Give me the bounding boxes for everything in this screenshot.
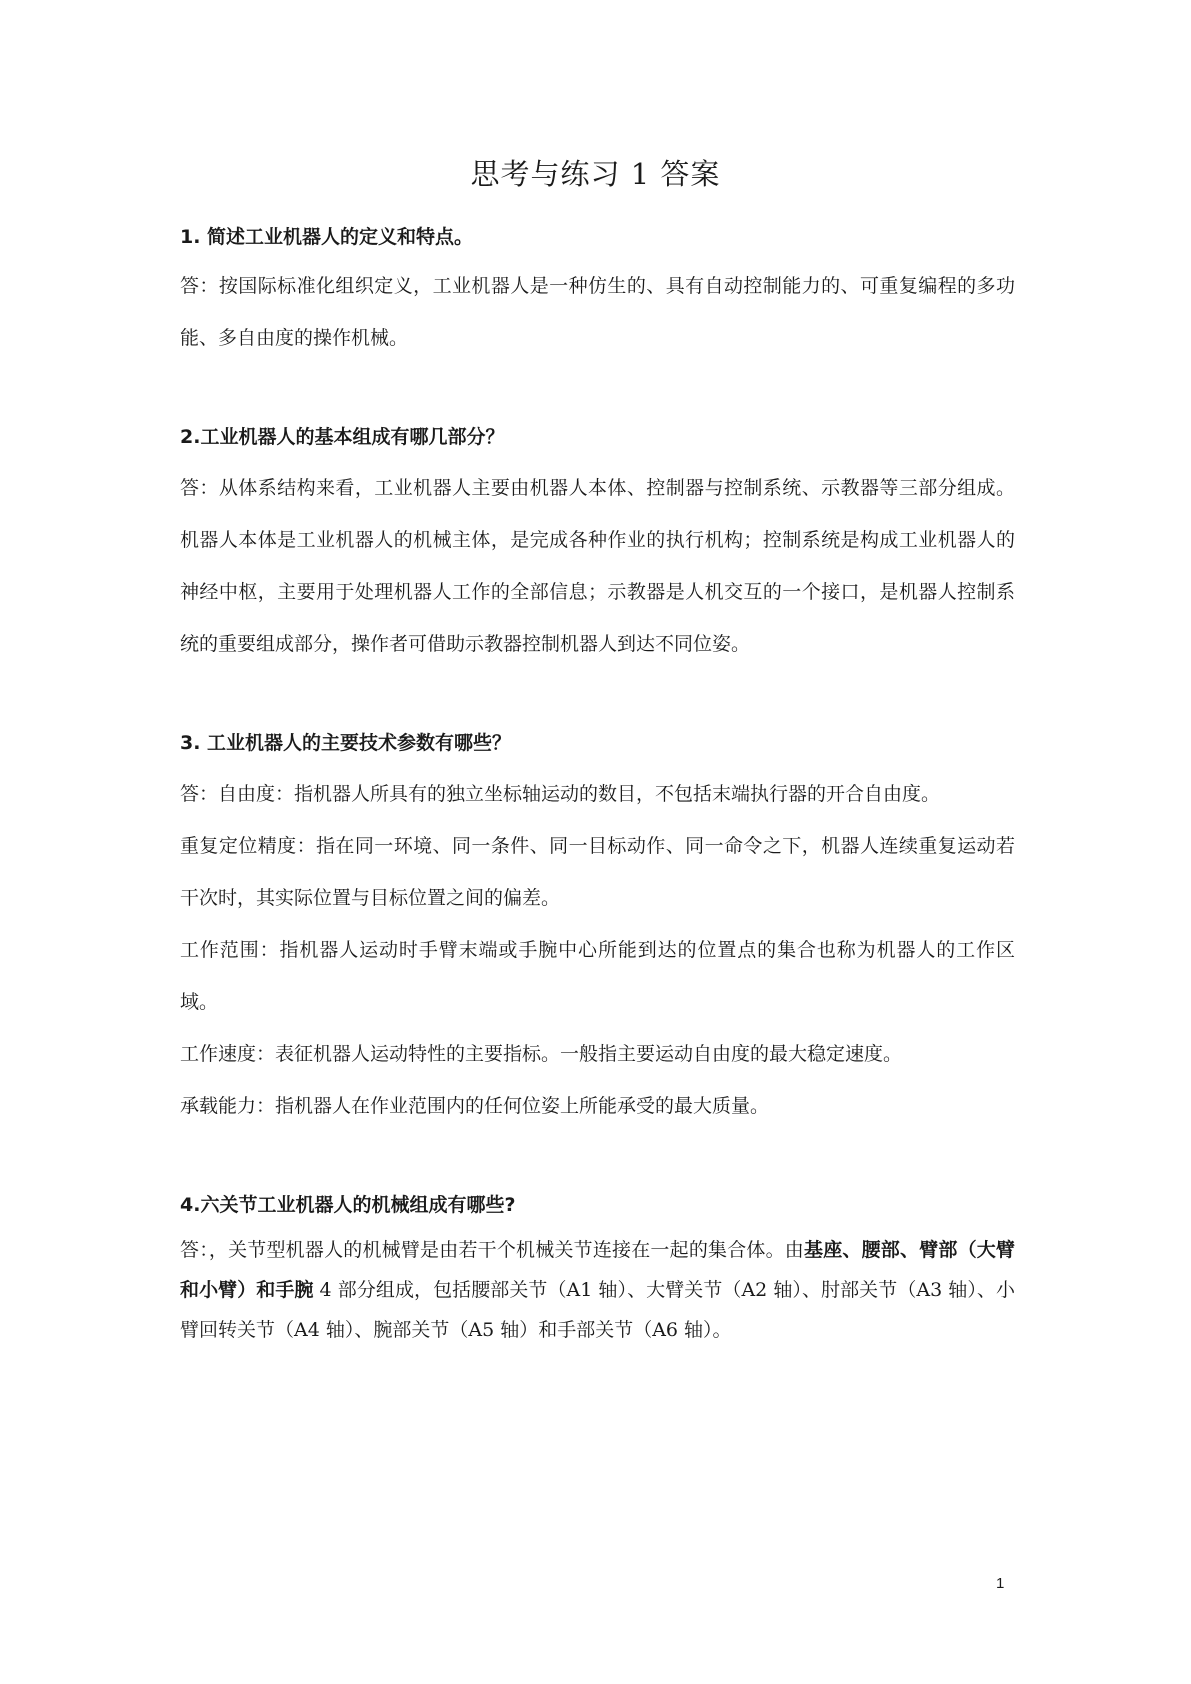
answer-3-repeatability: 重复定位精度：指在同一环境、同一条件、同一目标动作、同一命令之下，机器人连续重复运动若干次时，其实际位置与目标位置之间的偏差。 [180,835,1015,909]
answer-3-degrees-of-freedom: 答：自由度：指机器人所具有的独立坐标轴运动的数目，不包括末端执行器的开合自由度。 [180,783,941,805]
section-3 [180,728,1015,1132]
document-body [180,222,1015,1350]
section-2 [180,422,1015,670]
question-1: 1. 简述工业机器人的定义和特点。 [180,226,474,248]
answer-3-load-capacity: 承载能力：指机器人在作业范围内的任何位姿上所能承受的最大质量。 [180,1095,770,1117]
question-4: 4.六关节工业机器人的机械组成有哪些? [180,1194,516,1216]
answer-4-intro: 答：，关节型机器人的机械臂是由若干个机械关节连接在一起的集合体。由 [180,1239,805,1261]
section-1 [180,222,1015,364]
answer-4-details: 4 部分组成，包括腰部关节（A1 轴）、大臂关节（A2 轴）、肘部关节（A3 轴）、小臂回转关节（A4 轴）、腕部关节（A5 轴）和手部关节（A6 轴）。 [180,1279,1015,1341]
answer-1: 答：按国际标准化组织定义，工业机器人是一种仿生的、具有自动控制能力的、可重复编程的多功能、多自由度的操作机械。 [180,275,1015,349]
question-3: 3. 工业机器人的主要技术参数有哪些？ [180,732,512,754]
section-4 [180,1190,1015,1350]
answer-3-work-speed: 工作速度：表征机器人运动特性的主要指标。一般指主要运动自由度的最大稳定速度。 [180,1043,903,1065]
answer-4-bold-components: 基座、腰部、臂部（大臂和小臂）和手腕 [180,1239,1015,1301]
page-number: 1 [996,1575,1005,1592]
answer-3-work-range: 工作范围：指机器人运动时手臂末端或手腕中心所能到达的位置点的集合也称为机器人的工作区域。 [180,939,1015,1013]
document-title: 思考与练习 1 答案 [470,157,721,191]
answer-4 [180,1230,1015,1350]
answer-2: 答：从体系结构来看，工业机器人主要由机器人本体、控制器与控制系统、示教器等三部分组成。机器人本体是工业机器人的机械主体，是完成各种作业的执行机构；控制系统是构成工业机器人的神经中枢，主要用于处理机器人工作的全部信息；示教器是人机交互的一个接口，是机器人控制系统的重要组成部分，操作者可借助示教器控制机器人到达不同位姿。 [180,477,1015,655]
question-2: 2.工业机器人的基本组成有哪几部分？ [180,426,505,448]
